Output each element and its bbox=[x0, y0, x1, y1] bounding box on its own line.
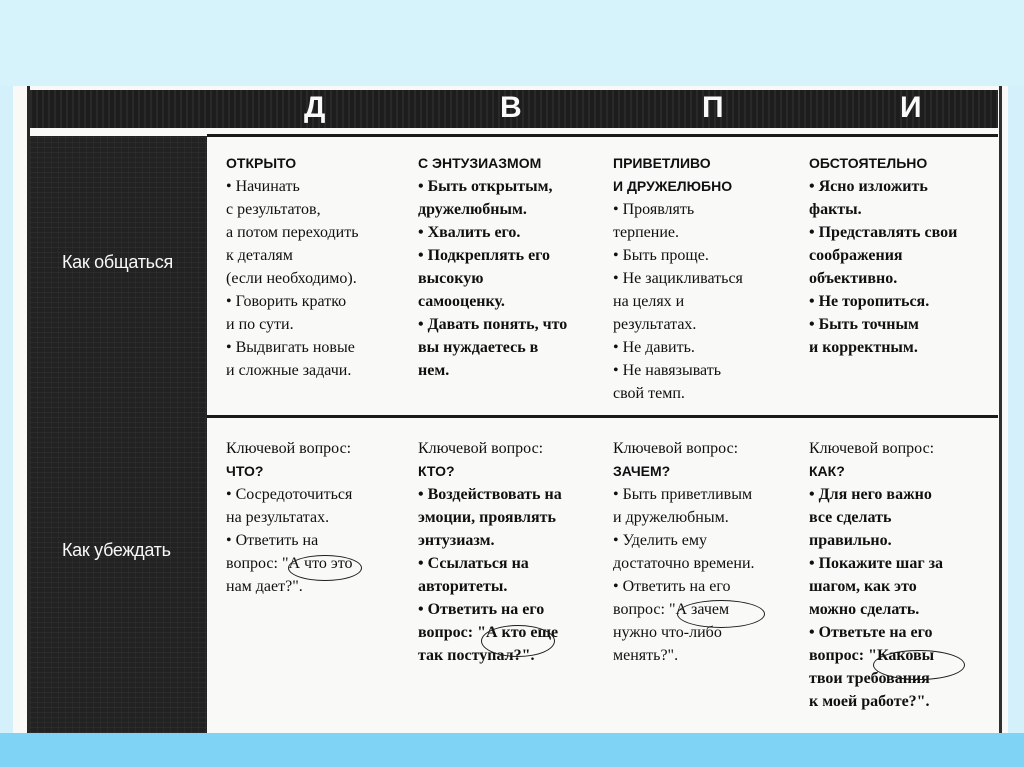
cell-persuade-p bbox=[613, 437, 803, 667]
list-item: • Говорить кратко и по сути. bbox=[226, 293, 347, 333]
row-divider bbox=[207, 415, 998, 418]
list-item: • Быть проще. bbox=[613, 247, 709, 264]
list-item: • Давать понять, что вы нуждаетесь в нем. bbox=[418, 316, 568, 379]
list-item: • Для него важно все сделать правильно. bbox=[809, 486, 932, 549]
list-item: • Ответить на его вопрос: "А зачем нужно что-либо менять?". bbox=[613, 578, 731, 664]
column-header-v: В bbox=[500, 91, 522, 124]
cell-title: ПРИВЕТЛИВО И ДРУЖЕЛЮБНО bbox=[613, 155, 733, 194]
key-question-label: Ключевой вопрос: bbox=[613, 440, 739, 457]
row-label-column bbox=[30, 136, 207, 733]
key-question-word: ЗАЧЕМ? bbox=[613, 463, 671, 479]
key-question-label: Ключевой вопрос: bbox=[226, 440, 352, 457]
scan-edge-right bbox=[999, 86, 1002, 733]
column-header-d: Д bbox=[304, 91, 326, 124]
handwritten-circle-mark bbox=[288, 555, 362, 581]
cell-communicate-v bbox=[418, 152, 608, 382]
key-question-word: КТО? bbox=[418, 463, 455, 479]
list-item: • Ясно изложить факты. bbox=[809, 178, 928, 218]
header-bar bbox=[30, 90, 998, 128]
list-item: • Не торопиться. bbox=[809, 293, 930, 310]
list-item: • Уделить ему достаточно времени. bbox=[613, 532, 755, 572]
key-question-word: КАК? bbox=[809, 463, 845, 479]
scanned-table bbox=[13, 86, 1008, 733]
column-header-p: П bbox=[702, 91, 724, 124]
list-item: • Быть точным и корректным. bbox=[809, 316, 919, 356]
list-item: • Проявлять терпение. bbox=[613, 201, 695, 241]
list-item: • Подкреплять его высокую самооценку. bbox=[418, 247, 551, 310]
list-item: • Не зацикливаться на целях и результатах. bbox=[613, 270, 743, 333]
list-item: • Хвалить его. bbox=[418, 224, 521, 241]
key-question-label: Ключевой вопрос: bbox=[418, 440, 544, 457]
cell-title: ОТКРЫТО bbox=[226, 155, 297, 171]
slide-bottom-band bbox=[0, 733, 1024, 767]
key-question-word: ЧТО? bbox=[226, 463, 264, 479]
cell-title: ОБСТОЯТЕЛЬНО bbox=[809, 155, 928, 171]
handwritten-circle-mark bbox=[677, 600, 765, 628]
list-item: • Покажите шаг за шагом, как это можно сделать. bbox=[809, 555, 944, 618]
slide-top-band bbox=[0, 0, 1024, 86]
row-label-persuade: Как убеждать bbox=[62, 540, 171, 560]
column-header-i: И bbox=[900, 91, 922, 124]
list-item: • Сосредоточиться на результатах. bbox=[226, 486, 353, 526]
cell-title: С ЭНТУЗИАЗМОМ bbox=[418, 155, 542, 171]
cell-communicate-d bbox=[226, 152, 416, 382]
cell-communicate-p bbox=[613, 152, 803, 405]
list-item: • Начинать с результатов, а потом переходить к деталям (если необходимо). bbox=[226, 178, 359, 287]
list-item: • Выдвигать новые и сложные задачи. bbox=[226, 339, 355, 379]
list-item: • Представлять свои соображения объективно. bbox=[809, 224, 958, 287]
list-item: • Быть открытым, дружелюбным. bbox=[418, 178, 553, 218]
list-item: • Не давить. bbox=[613, 339, 695, 356]
handwritten-circle-mark bbox=[481, 625, 555, 657]
cell-communicate-i bbox=[809, 152, 999, 359]
key-question-label: Ключевой вопрос: bbox=[809, 440, 935, 457]
row-label-communicate: Как общаться bbox=[62, 252, 173, 272]
table-top-rule bbox=[207, 134, 998, 137]
list-item: • Ответьте на его вопрос: "Каковы твои требования к моей работе?". bbox=[809, 624, 935, 710]
list-item: • Воздействовать на эмоции, проявлять энтузиазм. bbox=[418, 486, 562, 549]
list-item: • Ответить на вопрос: "А что это нам дает?". bbox=[226, 532, 353, 595]
list-item: • Ссылаться на авторитеты. bbox=[418, 555, 529, 595]
list-item: • Не навязывать свой темп. bbox=[613, 362, 722, 402]
list-item: • Быть приветливым и дружелюбным. bbox=[613, 486, 753, 526]
list-item: • Ответить на его вопрос: "А кто еще так поступал?". bbox=[418, 601, 559, 664]
handwritten-circle-mark bbox=[873, 650, 965, 680]
